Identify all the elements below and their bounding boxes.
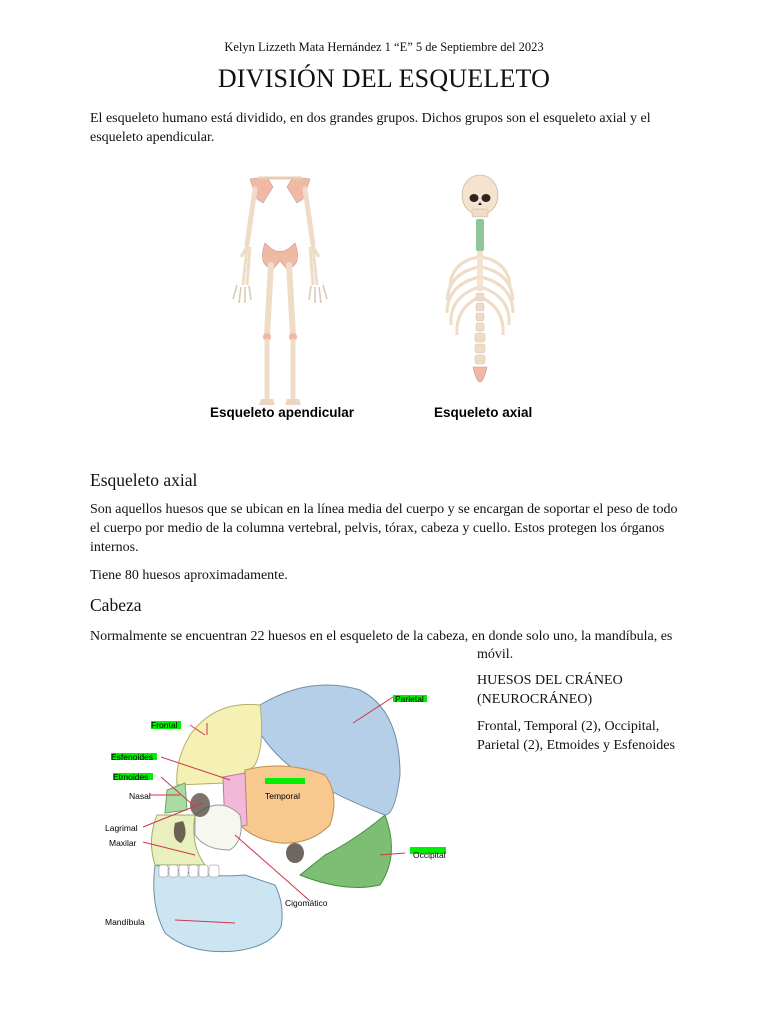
skull-label-occipital: Occipital — [413, 850, 446, 860]
cabeza-description-line1: Normalmente se encuentran 22 huesos en el esqueleto de la cabeza, en donde solo uno, la mandíbula, es — [90, 629, 673, 644]
skull-label-esfenoides: Esfenoides — [111, 752, 154, 762]
axial-bone-count: Tiene 80 huesos aproximadamente. — [90, 568, 288, 583]
section-heading-esqueleto-axial: Esqueleto axial — [90, 470, 198, 490]
skull-label-cigomatico: Cigomático — [285, 898, 328, 908]
skull-diagram — [95, 665, 465, 965]
mandible-bone — [154, 865, 282, 952]
cabeza-description-line2: móvil. — [477, 647, 514, 662]
page-title: DIVISIÓN DEL ESQUELETO — [217, 64, 551, 93]
skull-label-etmoides: Etmoides — [113, 772, 149, 782]
skull-label-lagrimal: Lagrimal — [105, 823, 138, 833]
cranium-bones-list: Frontal, Temporal (2), Occipital, Parietal (2), Etmoides y Esfenoides — [477, 719, 675, 753]
skull-label-temporal: Temporal — [265, 791, 300, 801]
label-esqueleto-axial: Esqueleto axial — [434, 405, 533, 420]
skull-label-maxilar: Maxilar — [109, 838, 137, 848]
author-header: Kelyn Lizzeth Mata Hernández 1 “E” 5 de Septiembre del 2023 — [224, 40, 544, 54]
appendicular-skeleton-image — [233, 177, 327, 405]
skull-label-mandibula: Mandíbula — [105, 917, 145, 927]
skull-label-frontal: Frontal — [151, 720, 178, 730]
cranium-bones-heading: HUESOS DEL CRÁNEO (NEUROCRÁNEO) — [477, 673, 623, 707]
skeleton-division-figure — [195, 165, 575, 435]
section-heading-cabeza: Cabeza — [90, 595, 142, 615]
intro-paragraph: El esqueleto humano está dividido, en dos grandes grupos. Dichos grupos son el esqueleto axial y el esqueleto apendicular. — [90, 111, 651, 145]
axial-description: Son aquellos huesos que se ubican en la línea media del cuerpo y se encargan de soportar el peso de todo el cuerpo por medio de la columna vertebral, pelvis, tórax, cabeza y cuello. Estos protegen los órganos internos. — [90, 502, 678, 555]
skull-label-nasal: Nasal — [129, 791, 151, 801]
temporal-bone — [240, 766, 334, 843]
skull-label-parietal: Parietal — [395, 694, 424, 704]
label-esqueleto-apendicular: Esqueleto apendicular — [210, 405, 355, 420]
axial-skeleton-image — [447, 175, 513, 382]
nasal-bone — [165, 783, 187, 813]
